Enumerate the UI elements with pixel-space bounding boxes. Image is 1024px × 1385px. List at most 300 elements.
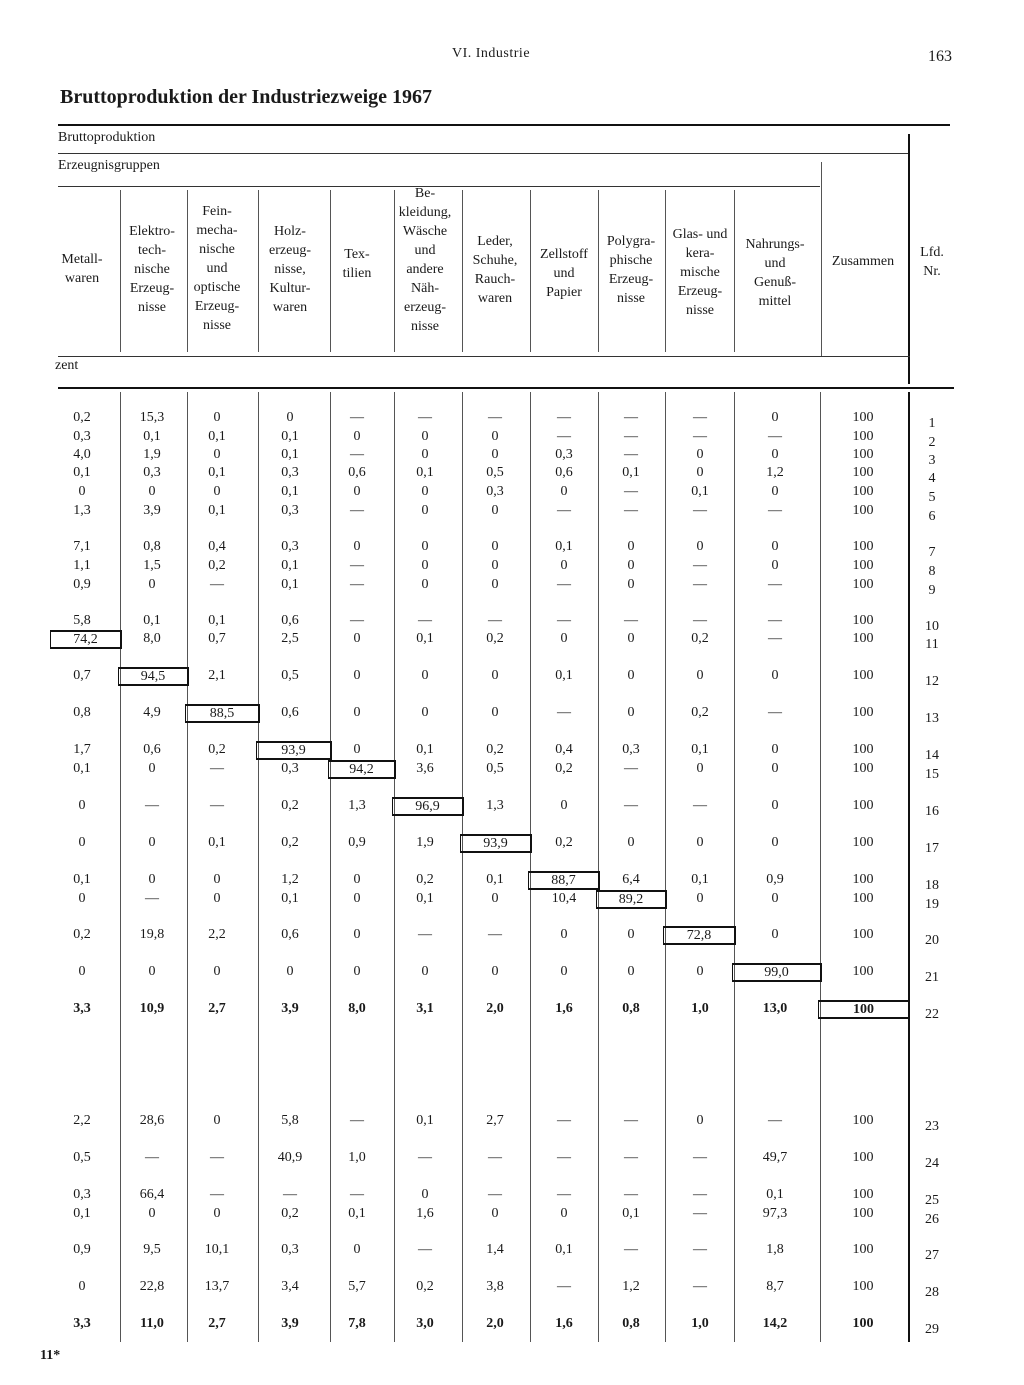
table-cell: — (418, 927, 432, 942)
table-cell: 3,8 (486, 1279, 504, 1294)
table-cell: — (624, 798, 638, 813)
table-cell: — (488, 613, 502, 628)
table-cell: 0 (771, 539, 779, 554)
table-cell: 0 (353, 872, 361, 887)
table-cell: — (557, 1113, 571, 1128)
table-row (0, 1205, 1024, 1227)
table-cell: — (557, 577, 571, 592)
table-cell: 0 (627, 927, 635, 942)
table-cell: 0,1 (281, 558, 299, 573)
table-row (0, 797, 1024, 819)
table-cell: — (210, 1150, 224, 1165)
table-cell: — (624, 613, 638, 628)
table-cell: 0,1 (281, 447, 299, 462)
table-cell: 0,2 (208, 742, 226, 757)
table-cell: 0,2 (555, 835, 573, 850)
table-cell: 3,9 (281, 1316, 299, 1331)
table-cell: 2,0 (486, 1316, 504, 1331)
table-cell: — (624, 761, 638, 776)
table-cell: 8,0 (143, 631, 161, 646)
table-cell: 15,3 (139, 410, 165, 425)
table-cell: 0 (148, 484, 156, 499)
table-cell: — (283, 1187, 297, 1202)
table-row (0, 538, 1024, 560)
table-cell: 0,1 (73, 465, 91, 480)
group-label-bruttoproduktion: Bruttoproduktion (58, 130, 156, 145)
table-cell: — (350, 577, 364, 592)
table-cell: 3,0 (416, 1316, 434, 1331)
table-cell: 0,1 (766, 1187, 784, 1202)
table-cell: 100 (852, 798, 874, 813)
table-cell: — (557, 613, 571, 628)
table-cell: 0 (491, 429, 499, 444)
row-number: 1 (928, 416, 936, 431)
table-cell: — (693, 1242, 707, 1257)
row-number: 7 (928, 545, 936, 560)
table-cell: 0,1 (555, 539, 573, 554)
row-number: 10 (925, 619, 939, 634)
table-cell: — (768, 503, 782, 518)
table-cell: 0 (213, 410, 221, 425)
table-cell: 94,2 (328, 760, 396, 779)
table-cell: — (488, 1150, 502, 1165)
table-cell: 94,5 (118, 667, 189, 686)
table-cell: 0 (771, 668, 779, 683)
column-header: Tex- tilien (342, 247, 372, 281)
table-cell: — (624, 410, 638, 425)
table-row (0, 926, 1024, 948)
table-cell: 0 (421, 484, 429, 499)
table-cell: 1,5 (143, 558, 161, 573)
table-cell: 1,0 (691, 1001, 709, 1016)
table-cell: — (693, 577, 707, 592)
row-number: 13 (925, 711, 939, 726)
table-cell: 1,6 (555, 1316, 573, 1331)
table-cell: 0,2 (281, 835, 299, 850)
table-cell: 88,5 (185, 704, 260, 723)
table-cell: 0 (696, 1113, 704, 1128)
table-cell: — (624, 1113, 638, 1128)
table-row (0, 1186, 1024, 1208)
table-cell: 1,9 (416, 835, 434, 850)
table-cell: 100 (852, 465, 874, 480)
table-cell: 3,3 (73, 1001, 91, 1016)
table-cell: 0,1 (691, 742, 709, 757)
table-cell: 0,8 (622, 1316, 640, 1331)
table-cell: 10,4 (551, 891, 577, 906)
table-cell: 0 (627, 835, 635, 850)
table-cell: 0,5 (281, 668, 299, 683)
table-cell: — (145, 1150, 159, 1165)
table-cell: — (350, 558, 364, 573)
table-cell: — (693, 429, 707, 444)
table-cell: 0 (771, 484, 779, 499)
table-cell: 0 (560, 1206, 568, 1221)
table-cell: 0,3 (281, 539, 299, 554)
table-cell: 0 (560, 964, 568, 979)
table-cell: — (557, 1150, 571, 1165)
table-cell: 93,9 (460, 834, 532, 853)
table-row (0, 704, 1024, 726)
row-number: 8 (928, 564, 936, 579)
table-cell: — (768, 429, 782, 444)
table-row (0, 1149, 1024, 1171)
header-column-line (394, 190, 395, 352)
table-cell: 0 (148, 835, 156, 850)
table-cell: 100 (852, 1316, 874, 1331)
table-cell: 0,3 (622, 742, 640, 757)
outer-vline (908, 134, 910, 384)
table-cell: 97,3 (762, 1206, 788, 1221)
table-cell: 0,2 (486, 631, 504, 646)
table-cell: — (693, 1206, 707, 1221)
column-header: Metall- waren (61, 252, 103, 286)
table-cell: 11,0 (140, 1316, 164, 1331)
column-header: Polygra- phische Erzeug- nisse (606, 234, 656, 306)
table-cell: 0,1 (281, 429, 299, 444)
table-cell: 100 (852, 503, 874, 518)
row-number: 26 (925, 1212, 939, 1227)
body-top-rule (58, 387, 954, 389)
table-cell: — (350, 447, 364, 462)
header-column-line (258, 190, 259, 352)
table-cell: 0,1 (208, 503, 226, 518)
table-cell: 100 (852, 613, 874, 628)
table-cell: 0 (696, 835, 704, 850)
table-cell: 0 (627, 558, 635, 573)
row-number: 17 (925, 841, 939, 856)
row-number: 3 (928, 453, 936, 468)
table-cell: 0 (771, 798, 779, 813)
table-cell: 0,1 (691, 484, 709, 499)
table-cell: 1,3 (486, 798, 504, 813)
table-cell: 1,1 (73, 558, 91, 573)
table-cell: 1,4 (486, 1242, 504, 1257)
table-cell: 0 (353, 964, 361, 979)
row-number: 4 (928, 471, 936, 486)
table-cell: 0,2 (281, 1206, 299, 1221)
table-cell: 100 (852, 1113, 874, 1128)
table-cell: — (768, 705, 782, 720)
table-cell: 100 (818, 1000, 910, 1019)
table-cell: 0,1 (281, 891, 299, 906)
table-cell: 0,3 (555, 447, 573, 462)
table-cell: 0 (491, 577, 499, 592)
table-row (0, 1315, 1024, 1337)
header-column-line (120, 190, 121, 352)
table-cell: — (693, 798, 707, 813)
table-cell: 100 (852, 577, 874, 592)
table-cell: 0 (353, 539, 361, 554)
table-cell: 0 (421, 1187, 429, 1202)
table-cell: 0,1 (486, 872, 504, 887)
table-cell: — (210, 577, 224, 592)
table-cell: 0,5 (73, 1150, 91, 1165)
table-cell: 0 (353, 891, 361, 906)
table-cell: 0 (286, 410, 294, 425)
table-cell: 0,2 (691, 705, 709, 720)
table-cell: 1,2 (281, 872, 299, 887)
rule-1 (58, 153, 910, 154)
table-cell: — (210, 761, 224, 776)
table-row (0, 409, 1024, 431)
table-cell: — (210, 1187, 224, 1202)
table-cell: 0,5 (486, 761, 504, 776)
table-cell: 100 (852, 742, 874, 757)
table-cell: 0 (627, 964, 635, 979)
table-cell: 0,1 (73, 1206, 91, 1221)
table-cell: 0 (286, 964, 294, 979)
table-cell: 88,7 (528, 871, 600, 890)
table-cell: 100 (852, 539, 874, 554)
table-cell: 0,4 (208, 539, 226, 554)
table-cell: 0,2 (416, 1279, 434, 1294)
table-row (0, 1000, 1024, 1022)
table-cell: 0,6 (281, 927, 299, 942)
column-header: Fein- mecha- nische und optische Erzeug- nisse (193, 204, 241, 333)
row-number: 18 (925, 878, 939, 893)
column-header: Glas- und kera- mische Erzeug- nisse (672, 227, 728, 318)
table-cell: 66,4 (139, 1187, 165, 1202)
table-cell: 0 (627, 577, 635, 592)
table-cell: — (693, 613, 707, 628)
table-cell: 0 (353, 1242, 361, 1257)
table-cell: — (557, 1279, 571, 1294)
table-cell: — (350, 1113, 364, 1128)
row-number: 27 (925, 1248, 939, 1263)
table-cell: 100 (852, 668, 874, 683)
table-cell: 0,9 (73, 577, 91, 592)
table-cell: 0,1 (555, 668, 573, 683)
table-cell: 0 (696, 539, 704, 554)
row-number: 11 (925, 637, 939, 652)
header-column-line (187, 190, 188, 352)
table-row (0, 630, 1024, 652)
table-cell: — (624, 447, 638, 462)
table-cell: 0 (213, 484, 221, 499)
column-header: Elektro- tech- nische Erzeug- nisse (129, 224, 175, 315)
column-header: Leder, Schuhe, Rauch- waren (472, 234, 518, 306)
table-cell: 22,8 (139, 1279, 165, 1294)
signature-mark: 11* (40, 1348, 61, 1363)
table-cell: 3,1 (416, 1001, 434, 1016)
table-cell: 0 (421, 539, 429, 554)
page-number: 163 (928, 48, 952, 65)
table-cell: 8,7 (766, 1279, 784, 1294)
table-cell: 0,6 (143, 742, 161, 757)
table-cell: 0,2 (73, 927, 91, 942)
table-cell: 0 (491, 668, 499, 683)
row-number: 12 (925, 674, 939, 689)
table-cell: 1,9 (143, 447, 161, 462)
table-cell: 0,3 (281, 1242, 299, 1257)
table-cell: 13,7 (204, 1279, 230, 1294)
table-cell: 3,6 (416, 761, 434, 776)
table-cell: 0 (627, 668, 635, 683)
table-cell: — (350, 613, 364, 628)
header-column-line (462, 190, 463, 352)
table-row (0, 834, 1024, 856)
table-cell: 0 (353, 927, 361, 942)
header-column-line (598, 190, 599, 352)
table-cell: 100 (852, 447, 874, 462)
table-cell: 0 (627, 539, 635, 554)
table-cell: 7,1 (73, 539, 91, 554)
table-cell: 13,0 (762, 1001, 788, 1016)
table-cell: 0 (353, 668, 361, 683)
group-label-erzeugnisgruppen: Erzeugnisgruppen (58, 158, 160, 173)
unit-label: zent (55, 358, 79, 373)
table-cell: — (768, 577, 782, 592)
table-cell: — (693, 1187, 707, 1202)
table-cell: 0 (148, 1206, 156, 1221)
table-cell: 0,1 (348, 1206, 366, 1221)
column-header: Zusammen (831, 254, 895, 269)
table-cell: 0 (560, 558, 568, 573)
row-number: 16 (925, 804, 939, 819)
table-row (0, 1278, 1024, 1300)
table-cell: — (488, 410, 502, 425)
table-cell: 0,9 (766, 872, 784, 887)
table-cell: 0,1 (73, 761, 91, 776)
table-cell: 0 (560, 798, 568, 813)
table-cell: 0,1 (622, 1206, 640, 1221)
table-cell: 0,1 (281, 484, 299, 499)
table-row (0, 890, 1024, 912)
row-number: 6 (928, 509, 936, 524)
table-cell: 0,9 (73, 1242, 91, 1257)
table-cell: 89,2 (596, 890, 667, 909)
table-cell: — (624, 1187, 638, 1202)
column-header: Be- kleidung, Wäsche und andere Näh- erzeug- nisse (398, 186, 452, 334)
table-cell: 0,3 (143, 465, 161, 480)
table-cell: 0 (148, 577, 156, 592)
table-cell: 0,6 (555, 465, 573, 480)
table-cell: 0,1 (208, 465, 226, 480)
table-cell: 5,7 (348, 1279, 366, 1294)
table-cell: — (418, 410, 432, 425)
table-cell: 100 (852, 410, 874, 425)
table-cell: 0 (421, 558, 429, 573)
table-cell: 0 (78, 891, 86, 906)
table-row (0, 871, 1024, 893)
table-cell: 0 (421, 503, 429, 518)
table-cell: 0 (491, 891, 499, 906)
table-cell: 0 (78, 964, 86, 979)
table-cell: 1,8 (766, 1242, 784, 1257)
table-cell: 0 (353, 742, 361, 757)
table-cell: 0,8 (622, 1001, 640, 1016)
table-cell: 0 (421, 429, 429, 444)
table-cell: 0 (771, 927, 779, 942)
table-cell: 2,1 (208, 668, 226, 683)
row-number: 14 (925, 748, 939, 763)
table-cell: 100 (852, 631, 874, 646)
table-row (0, 667, 1024, 689)
table-cell: 0,1 (416, 465, 434, 480)
running-head: VI. Industrie (452, 46, 531, 61)
table-cell: — (350, 410, 364, 425)
table-cell: 0 (696, 447, 704, 462)
table-cell: 0 (627, 631, 635, 646)
table-cell: 0,1 (416, 742, 434, 757)
table-cell: 0,1 (143, 613, 161, 628)
table-cell: 0 (491, 503, 499, 518)
table-cell: 0,1 (416, 631, 434, 646)
table-cell: 0 (491, 964, 499, 979)
table-cell: 3,9 (281, 1001, 299, 1016)
row-number: 22 (925, 1007, 939, 1022)
table-cell: 0,1 (208, 429, 226, 444)
table-cell: 5,8 (73, 613, 91, 628)
table-cell: 10,1 (204, 1242, 230, 1257)
table-row (0, 741, 1024, 763)
table-cell: 100 (852, 1279, 874, 1294)
row-number: 28 (925, 1285, 939, 1300)
table-cell: 2,7 (208, 1316, 226, 1331)
row-number: 5 (928, 490, 936, 505)
table-cell: 0 (421, 577, 429, 592)
table-cell: 0,7 (208, 631, 226, 646)
table-cell: 0,3 (281, 761, 299, 776)
column-header: Lfd. Nr. (920, 245, 944, 279)
table-cell: 0 (78, 1279, 86, 1294)
table-cell: — (557, 705, 571, 720)
table-cell: 0 (560, 484, 568, 499)
table-row (0, 963, 1024, 985)
table-cell: 100 (852, 835, 874, 850)
table-cell: 72,8 (663, 926, 736, 945)
table-cell: 8,0 (348, 1001, 366, 1016)
table-cell: 100 (852, 964, 874, 979)
table-cell: 40,9 (277, 1150, 303, 1165)
table-row (0, 557, 1024, 579)
table-cell: 28,6 (139, 1113, 165, 1128)
title-rule (58, 124, 950, 126)
table-cell: 1,0 (691, 1316, 709, 1331)
table-cell: 3,3 (73, 1316, 91, 1331)
row-number: 2 (928, 435, 936, 450)
table-cell: 0,1 (281, 577, 299, 592)
table-row (0, 576, 1024, 598)
table-cell: 10,9 (139, 1001, 165, 1016)
table-cell: 0 (696, 465, 704, 480)
table-cell: 49,7 (762, 1150, 788, 1165)
table-cell: 0 (560, 927, 568, 942)
table-cell: 0 (213, 1113, 221, 1128)
table-cell: 0,6 (281, 613, 299, 628)
table-cell: 100 (852, 1187, 874, 1202)
table-cell: 0,1 (622, 465, 640, 480)
row-number: 23 (925, 1119, 939, 1134)
table-cell: 99,0 (732, 963, 822, 982)
table-cell: 1,3 (348, 798, 366, 813)
table-cell: 100 (852, 1206, 874, 1221)
table-cell: — (418, 1242, 432, 1257)
table-cell: — (624, 1150, 638, 1165)
table-cell: — (693, 1279, 707, 1294)
table-cell: 0 (491, 558, 499, 573)
table-cell: 0 (78, 835, 86, 850)
table-cell: 100 (852, 1242, 874, 1257)
table-cell: 1,7 (73, 742, 91, 757)
table-cell: 19,8 (139, 927, 165, 942)
table-cell: 0 (421, 964, 429, 979)
table-cell: 0 (148, 761, 156, 776)
table-cell: 0,4 (555, 742, 573, 757)
table-cell: — (624, 1242, 638, 1257)
table-cell: 0 (213, 447, 221, 462)
